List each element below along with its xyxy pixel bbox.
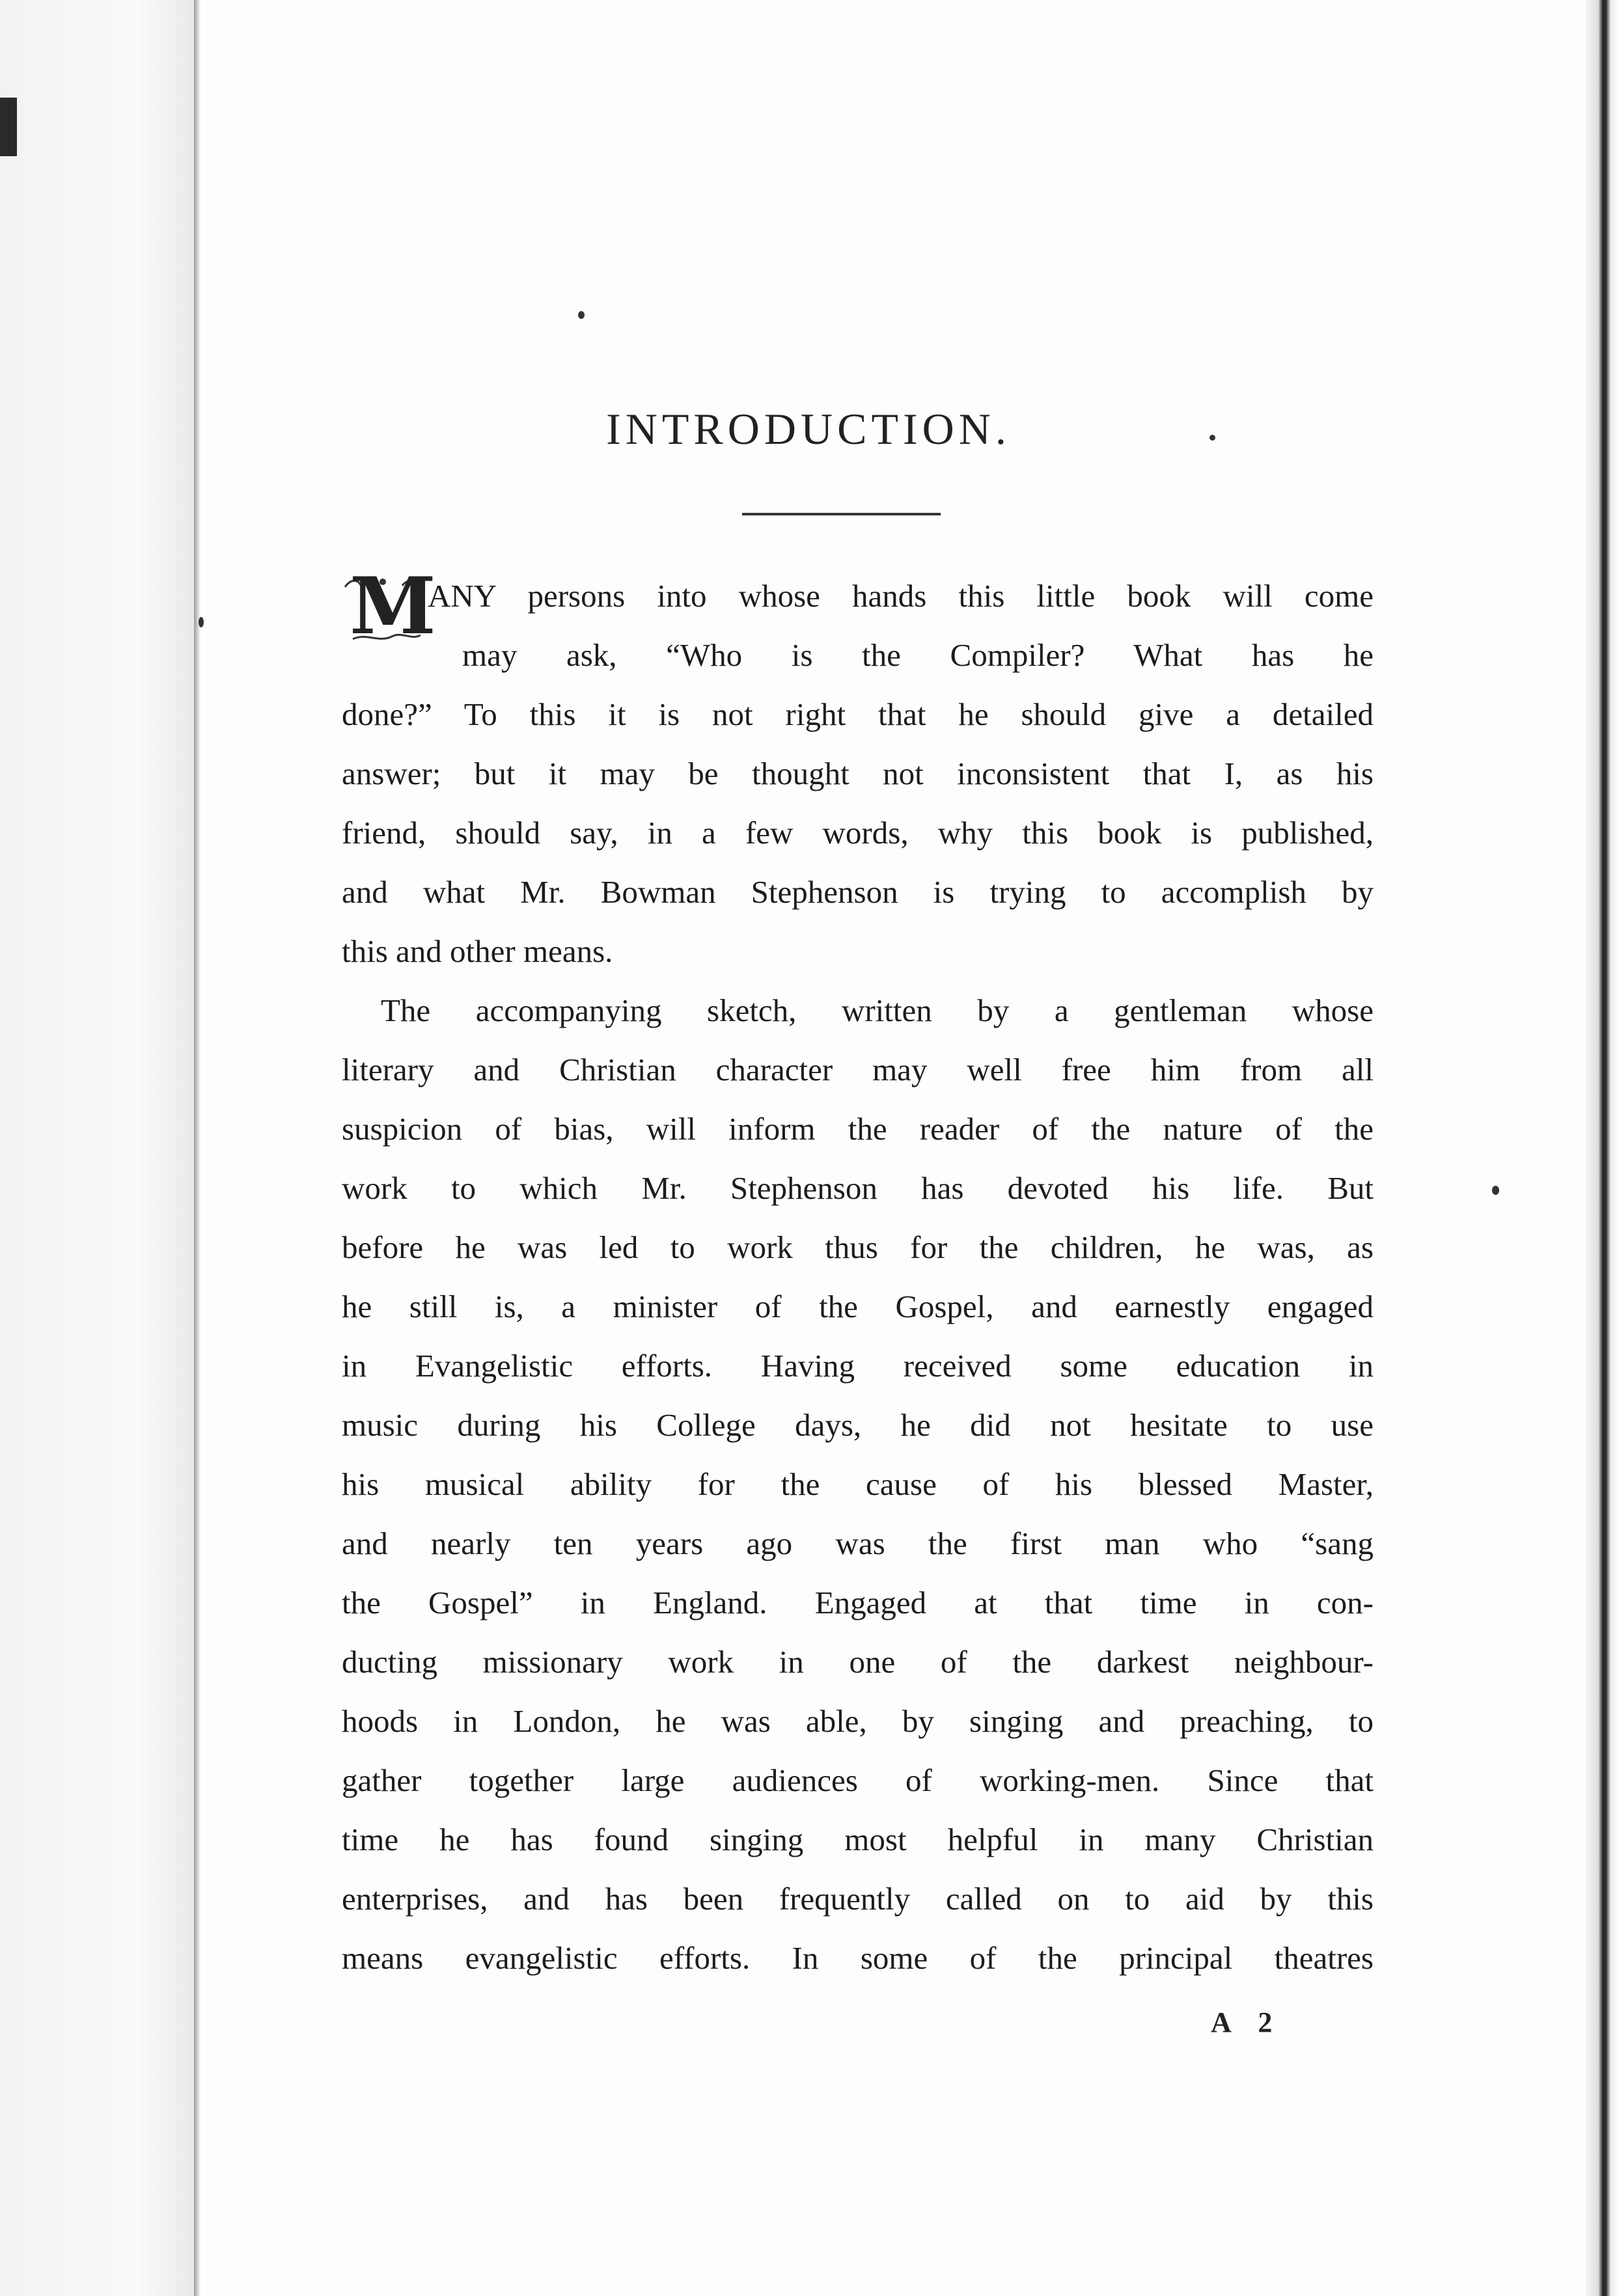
text-line: means evangelistic efforts. In some of the principal theatres [342, 1940, 1374, 1976]
text-line: ducting missionary work in one of the darkest neighbour- [342, 1644, 1374, 1680]
signature-mark: A 2 [1211, 2006, 1283, 2038]
text-line: enterprises, and has been frequently called on to aid by this [342, 1881, 1374, 1917]
text-line: done?” To this it is not right that he should give a detailed [342, 696, 1374, 732]
text-line: The accompanying sketch, written by a gentleman whose [381, 992, 1374, 1028]
text-line: and nearly ten years ago was the first man who “sang [342, 1525, 1374, 1561]
text-line: friend, should say, in a few words, why this book is published, [342, 815, 1374, 851]
facing-page-edge [0, 0, 195, 2296]
text-line: hoods in London, he was able, by singing and preaching, to [342, 1703, 1374, 1739]
text-line: time he has found singing most helpful in many Christian [342, 1822, 1374, 1857]
chapter-title: INTRODUCTION. [606, 404, 1011, 454]
drop-cap-letter: M [350, 560, 436, 652]
text-line: music during his College days, he did not hesitate to use [342, 1407, 1374, 1443]
text-line: suspicion of bias, will inform the reader of the nature of the [342, 1111, 1374, 1147]
ink-speck [199, 617, 204, 627]
text-line: in Evangelistic efforts. Having received some education in [342, 1348, 1374, 1384]
ink-speck [578, 311, 585, 319]
text-line: answer; but it may be thought not inconsistent that I, as his [342, 756, 1374, 791]
text-line: may ask, “Who is the Compiler? What has he [462, 637, 1374, 673]
text-line: this and other means. [342, 933, 613, 969]
book-gutter [194, 0, 200, 2296]
text-line: ANY persons into whose hands this little book will come [428, 578, 1374, 614]
text-line: he still is, a minister of the Gospel, and earnestly engaged [342, 1289, 1374, 1324]
text-line: his musical ability for the cause of his blessed Master, [342, 1466, 1374, 1502]
text-line: literary and Christian character may well free him from all [342, 1052, 1374, 1087]
page-right-edge [1586, 0, 1617, 2296]
facing-page-ink-mark [0, 98, 17, 156]
body-text [342, 560, 1374, 1988]
text-line: and what Mr. Bowman Stephenson is trying to accomplish by [342, 874, 1374, 910]
text-line: the Gospel” in England. Engaged at that time in con- [342, 1585, 1374, 1620]
text-line: work to which Mr. Stephenson has devoted his life. But [342, 1170, 1374, 1206]
ink-speck [1492, 1186, 1499, 1195]
text-line: before he was led to work thus for the children, he was, as [342, 1229, 1374, 1265]
text-line: gather together large audiences of working-men. Since that [342, 1762, 1374, 1798]
title-rule [742, 513, 941, 515]
